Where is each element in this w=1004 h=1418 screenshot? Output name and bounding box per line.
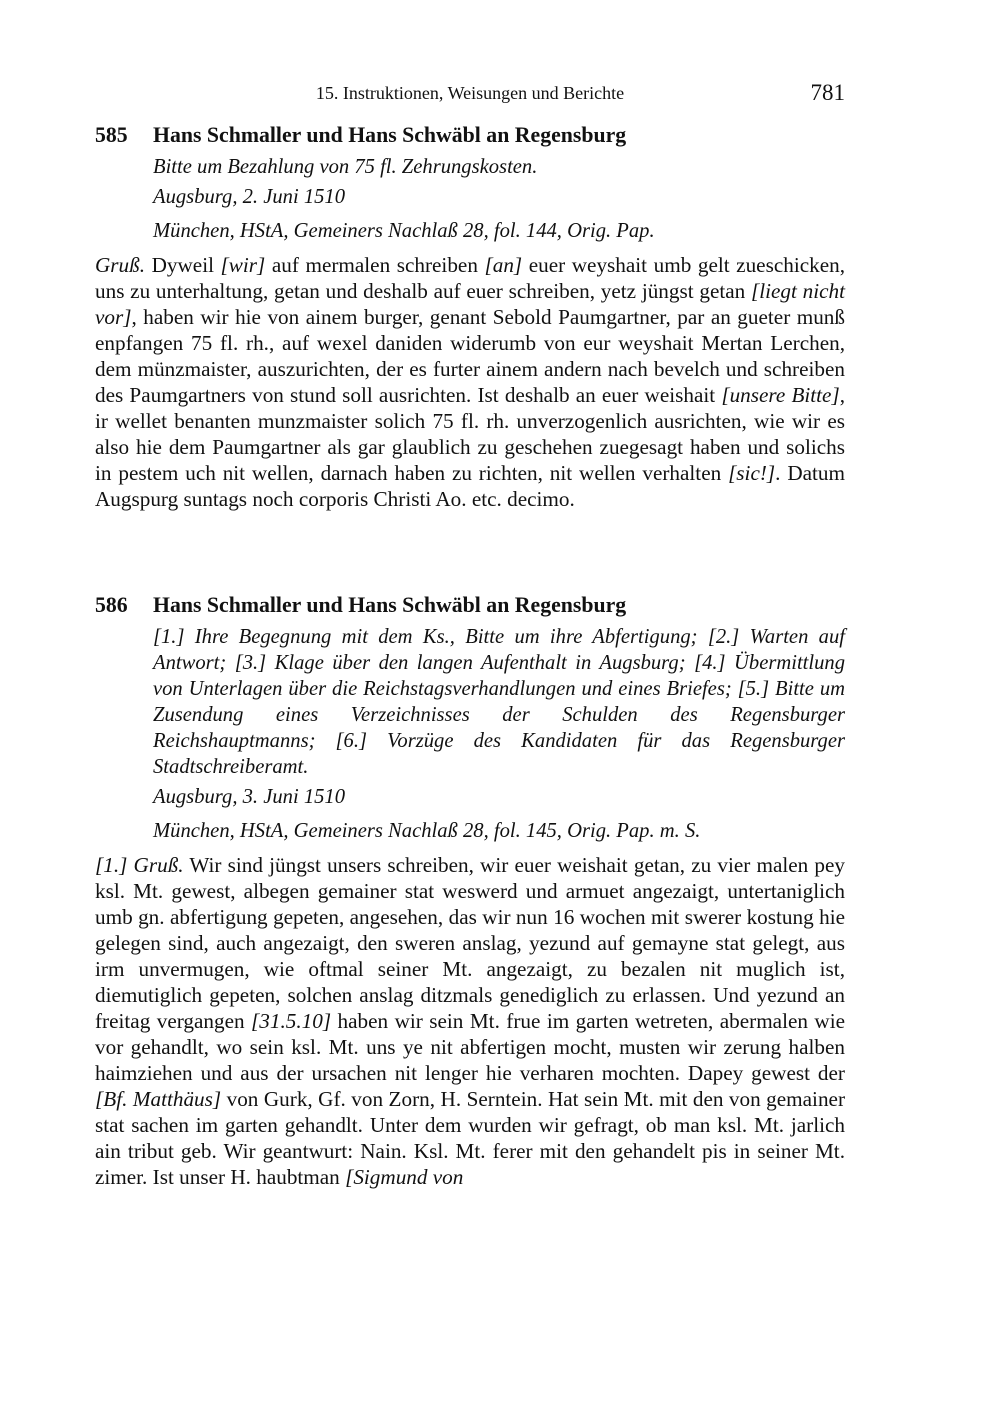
editorial-note: [liegt nicht vor] [95, 279, 845, 329]
text-run: , ir wellet benanten munzmaister solich 75 fl. rh. unverzogenlich ausrichten, wie wir es also hie dem Paumgartner als gar glaublich zu geschehen zuegesagt haben und solichs in pestem uch nit wellen, darnach haben zu richten, nit wellen verhalten [95, 383, 845, 485]
editorial-italic: [1.] Gruß. [95, 853, 184, 877]
entry-heading [95, 590, 845, 620]
entry-number: 586 [95, 593, 128, 617]
document-entry-585 [95, 120, 845, 512]
editorial-italic: Gruß. [95, 253, 146, 277]
entry-number: 585 [95, 123, 128, 147]
text-run: Wir sind jüngst unsers schreiben, wir euer weishait getan, zu vier malen pey ksl. Mt. gewest, albegen gemainer stat weswerd und armuet angezaigt, untertaniglich umb gn. abfertigung gepeten, angesehen, das wir nun 16 wochen mit swerer kostung hie gelegen sind, auch angezaigt, den sweren anslag, yezund auf gemayne stat gelegt, aus irm unvermugen, wie oftmal seiner Mt. angezaigt, zu bezalen nit muglich ist, diemutiglich gepeten, solchen anslag ditzmals genediglich zu erlassen. Und yezund an freitag vergangen [95, 853, 845, 1033]
editorial-insertion: [Sigmund von [345, 1165, 464, 1189]
page-number: 781 [810, 80, 845, 105]
editorial-date: [31.5.10] [251, 1009, 332, 1033]
editorial-insertion: [wir] [220, 253, 266, 277]
page-header [95, 80, 845, 110]
entry-source: München, HStA, Gemeiners Nachlaß 28, fol. 145, Orig. Pap. m. S. [153, 820, 701, 842]
text-run: . Datum Augspurg suntags noch corporis Christi Ao. etc. decimo. [95, 461, 845, 511]
editorial-note: [unsere Bitte] [721, 383, 840, 407]
text-run: haben wir sein Mt. frue im garten wetreten, abermalen wie vor gehandlt, wo sein ksl. Mt. uns ye nit abfertigen mocht, musten wir zerung halben haimziehen und aus der ursachen nit lenger hie verharen mochten. Dapey gewest der [95, 1009, 845, 1085]
entry-heading [95, 120, 845, 150]
entry-summary: Bitte um Bezahlung von 75 fl. Zehrungskosten. [153, 156, 538, 178]
text-run: von Gurk, Gf. von Zorn, H. Serntein. Hat sein Mt. mit den von gemainer stat sachen im garten gehandlt. Unter dem wurden wir gefragt, ob man ksl. Mt. jarlich ain tribut geb. Wir geantwurt: Nain. Ksl. Mt. ferer mit den gehandelt pis in seiner Mt. zimer. Ist unser H. haubtman [95, 1087, 845, 1189]
entry-title: Hans Schmaller und Hans Schwäbl an Regensburg [153, 593, 627, 617]
entry-body-text [95, 852, 845, 1190]
running-title: 15. Instruktionen, Weisungen und Berichte [315, 83, 625, 103]
entry-place-date: Augsburg, 3. Juni 1510 [153, 786, 346, 808]
editorial-insertion: [Bf. Matthäus] [95, 1087, 222, 1111]
entry-body-text [95, 252, 845, 512]
text-run: euer weyshait umb gelt zueschicken, uns zu unterhaltung, getan und deshalb auf euer schreiben, yetz jüngst getan [95, 253, 845, 303]
editorial-insertion: [an] [484, 253, 523, 277]
entry-summary: [1.] Ihre Begegnung mit dem Ks., Bitte um ihre Abfertigung; [2.] Warten auf Antwort; [3.] Klage über den langen Aufenthalt in Augsburg; [4.] Übermittlung von Unterlagen über die Reichstagsverhandlungen und eines Briefes; [5.] Bitte um Zusendung eines Verzeichnisses der Schulden des Regensburger Reichshauptmanns; [6.] Vorzüge des Kandidaten für das Regensburger Stadtschreiberamt. [153, 626, 845, 778]
document-entry-586 [95, 590, 845, 1190]
text-run: , haben wir hie von ainem burger, genant Sebold Paumgartner, par an gueter munß enpfangen 75 fl. rh., auf wexel daniden widerumb von eur weyshait Mertan Lerchen, dem münzmaister, auszurichten, der es furter ainem andern nach bevelch und schreiben des Paumgartners von stund soll ausrichten. Ist deshalb an euer weishait [95, 305, 845, 407]
text-run: auf mermalen schreiben [265, 253, 485, 277]
entry-place-date: Augsburg, 2. Juni 1510 [153, 186, 346, 208]
editorial-note: [sic!] [728, 461, 776, 485]
text-run: Dyweil [145, 253, 221, 277]
entry-source: München, HStA, Gemeiners Nachlaß 28, fol. 144, Orig. Pap. [153, 220, 655, 242]
entry-title: Hans Schmaller und Hans Schwäbl an Regensburg [153, 123, 627, 147]
